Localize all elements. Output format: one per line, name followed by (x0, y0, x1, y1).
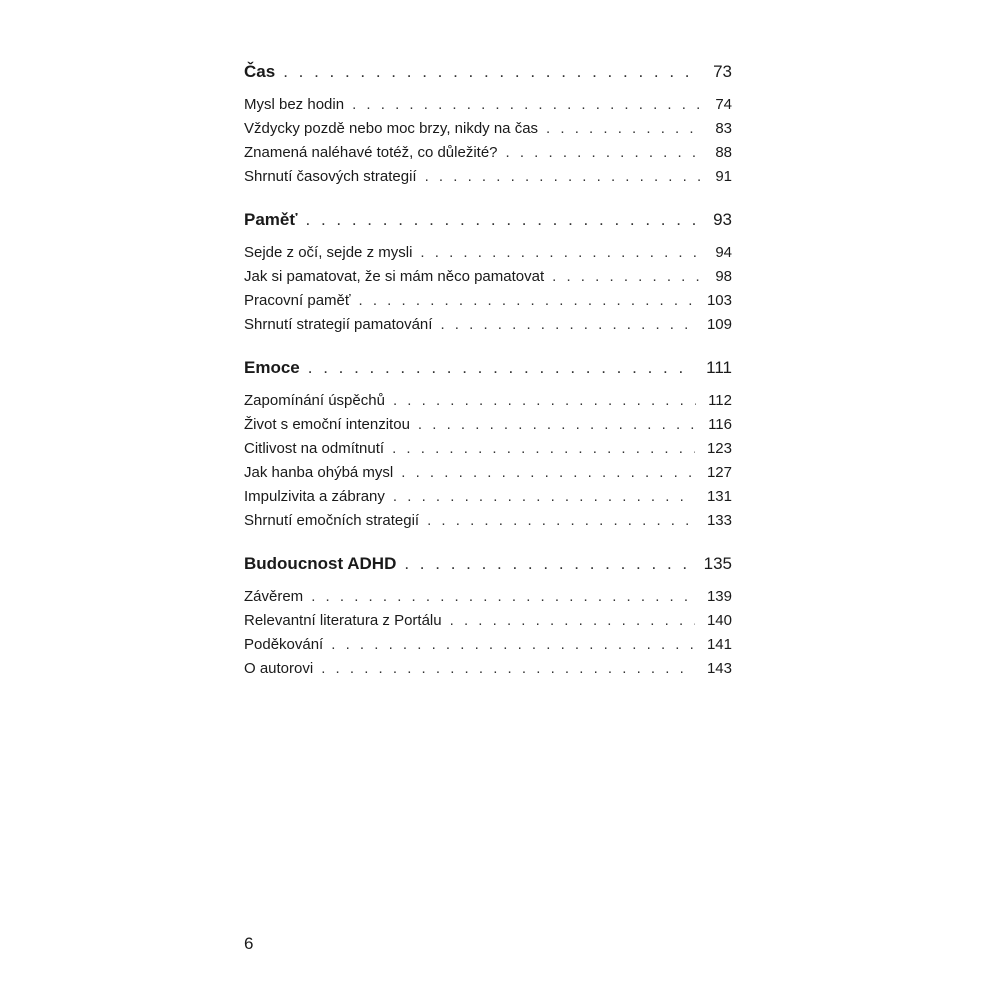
toc-entry-page: 131 (706, 488, 732, 505)
toc-entry-page: 112 (708, 392, 732, 409)
toc-entry-label: Impulzivita a zábrany (244, 488, 385, 505)
toc-entry[interactable] (244, 120, 732, 144)
dot-leader (306, 210, 700, 230)
toc-entry[interactable] (244, 268, 732, 292)
toc-entry[interactable] (244, 168, 732, 192)
toc-entry[interactable] (244, 588, 732, 612)
dot-leader (311, 588, 695, 605)
dot-leader (425, 168, 700, 185)
toc-entry-page: 123 (706, 440, 732, 457)
toc-entry[interactable] (244, 316, 732, 340)
toc-entry[interactable] (244, 464, 732, 488)
toc-entry-label: Relevantní literatura z Portálu (244, 612, 442, 629)
toc-entry[interactable] (244, 244, 732, 268)
toc-entry[interactable] (244, 440, 732, 464)
dot-leader (418, 416, 696, 433)
dot-leader (283, 62, 700, 82)
toc-entry-page: 83 (715, 120, 732, 137)
toc-section-cas (244, 62, 732, 192)
toc-entry-label: Mysl bez hodin (244, 96, 345, 113)
toc-section-budoucnost (244, 554, 732, 684)
toc-entry-page: 133 (706, 512, 732, 529)
toc-entry-page: 98 (715, 268, 732, 285)
toc-entry-page: 139 (706, 588, 732, 605)
toc-entry-page: 143 (706, 660, 732, 677)
dot-leader (392, 440, 695, 457)
toc-entry-page: 140 (706, 612, 732, 629)
table-of-contents (244, 62, 732, 702)
toc-heading-page: 73 (713, 62, 732, 81)
toc-entry[interactable] (244, 660, 732, 684)
toc-heading-page: 111 (706, 358, 732, 377)
dot-leader (552, 268, 700, 285)
toc-entry[interactable] (244, 612, 732, 636)
toc-entry-page: 109 (706, 316, 732, 333)
toc-entry-page: 141 (706, 636, 732, 653)
dot-leader (393, 488, 695, 505)
toc-entry-page: 103 (706, 292, 732, 309)
toc-entry[interactable] (244, 392, 732, 416)
toc-heading-title: Emoce (244, 358, 300, 377)
toc-entry-label: Shrnutí emočních strategií (244, 512, 420, 529)
toc-entry-page: 127 (706, 464, 732, 481)
toc-entry-label: Život s emoční intenzitou (244, 416, 410, 433)
toc-entry-label: Vždycky pozdě nebo moc brzy, nikdy na čas (244, 120, 539, 137)
dot-leader (359, 292, 695, 309)
toc-entry-label: Shrnutí časových strategií (244, 168, 417, 185)
toc-entry[interactable] (244, 144, 732, 168)
toc-entry-label: Pracovní paměť (244, 292, 351, 309)
dot-leader (321, 660, 695, 677)
dot-leader (440, 316, 695, 333)
toc-heading-page: 93 (713, 210, 732, 229)
toc-entry-page: 116 (708, 416, 732, 433)
toc-entry[interactable] (244, 512, 732, 536)
toc-entry-label: Zapomínání úspěchů (244, 392, 385, 409)
dot-leader (401, 464, 695, 481)
toc-entry[interactable] (244, 96, 732, 120)
dot-leader (506, 144, 701, 161)
dot-leader (420, 244, 700, 261)
dot-leader (393, 392, 696, 409)
toc-heading[interactable] (244, 554, 732, 582)
toc-entry[interactable] (244, 292, 732, 316)
toc-entry-label: Poděkování (244, 636, 324, 653)
dot-leader (331, 636, 695, 653)
toc-heading-page: 135 (703, 554, 732, 573)
toc-entry[interactable] (244, 636, 732, 660)
toc-entry-label: Jak hanba ohýbá mysl (244, 464, 394, 481)
toc-entry-label: Znamená naléhavé totéž, co důležité? (244, 144, 498, 161)
toc-entry-label: Shrnutí strategií pamatování (244, 316, 433, 333)
toc-heading[interactable] (244, 210, 732, 238)
dot-leader (308, 358, 694, 378)
toc-entry-page: 88 (715, 144, 732, 161)
dot-leader (427, 512, 695, 529)
toc-heading-title: Budoucnost ADHD (244, 554, 397, 573)
dot-leader (450, 612, 695, 629)
toc-entry-label: Citlivost na odmítnutí (244, 440, 385, 457)
toc-entry-label: Závěrem (244, 588, 304, 605)
toc-entry-label: Sejde z očí, sejde z mysli (244, 244, 413, 261)
dot-leader (352, 96, 700, 113)
toc-heading-title: Čas (244, 62, 276, 81)
dot-leader (404, 554, 691, 574)
page-number: 6 (244, 934, 254, 953)
toc-heading[interactable] (244, 358, 732, 386)
toc-section-pamet (244, 210, 732, 340)
toc-entry-label: Jak si pamatovat, že si mám něco pamatovat (244, 268, 545, 285)
toc-heading[interactable] (244, 62, 732, 90)
toc-section-emoce (244, 358, 732, 536)
dot-leader (546, 120, 700, 137)
toc-heading-title: Paměť (244, 210, 298, 229)
toc-entry-page: 74 (715, 96, 732, 113)
toc-entry-label: O autorovi (244, 660, 314, 677)
toc-entry-page: 94 (715, 244, 732, 261)
toc-entry-page: 91 (715, 168, 732, 185)
toc-entry[interactable] (244, 416, 732, 440)
toc-entry[interactable] (244, 488, 732, 512)
